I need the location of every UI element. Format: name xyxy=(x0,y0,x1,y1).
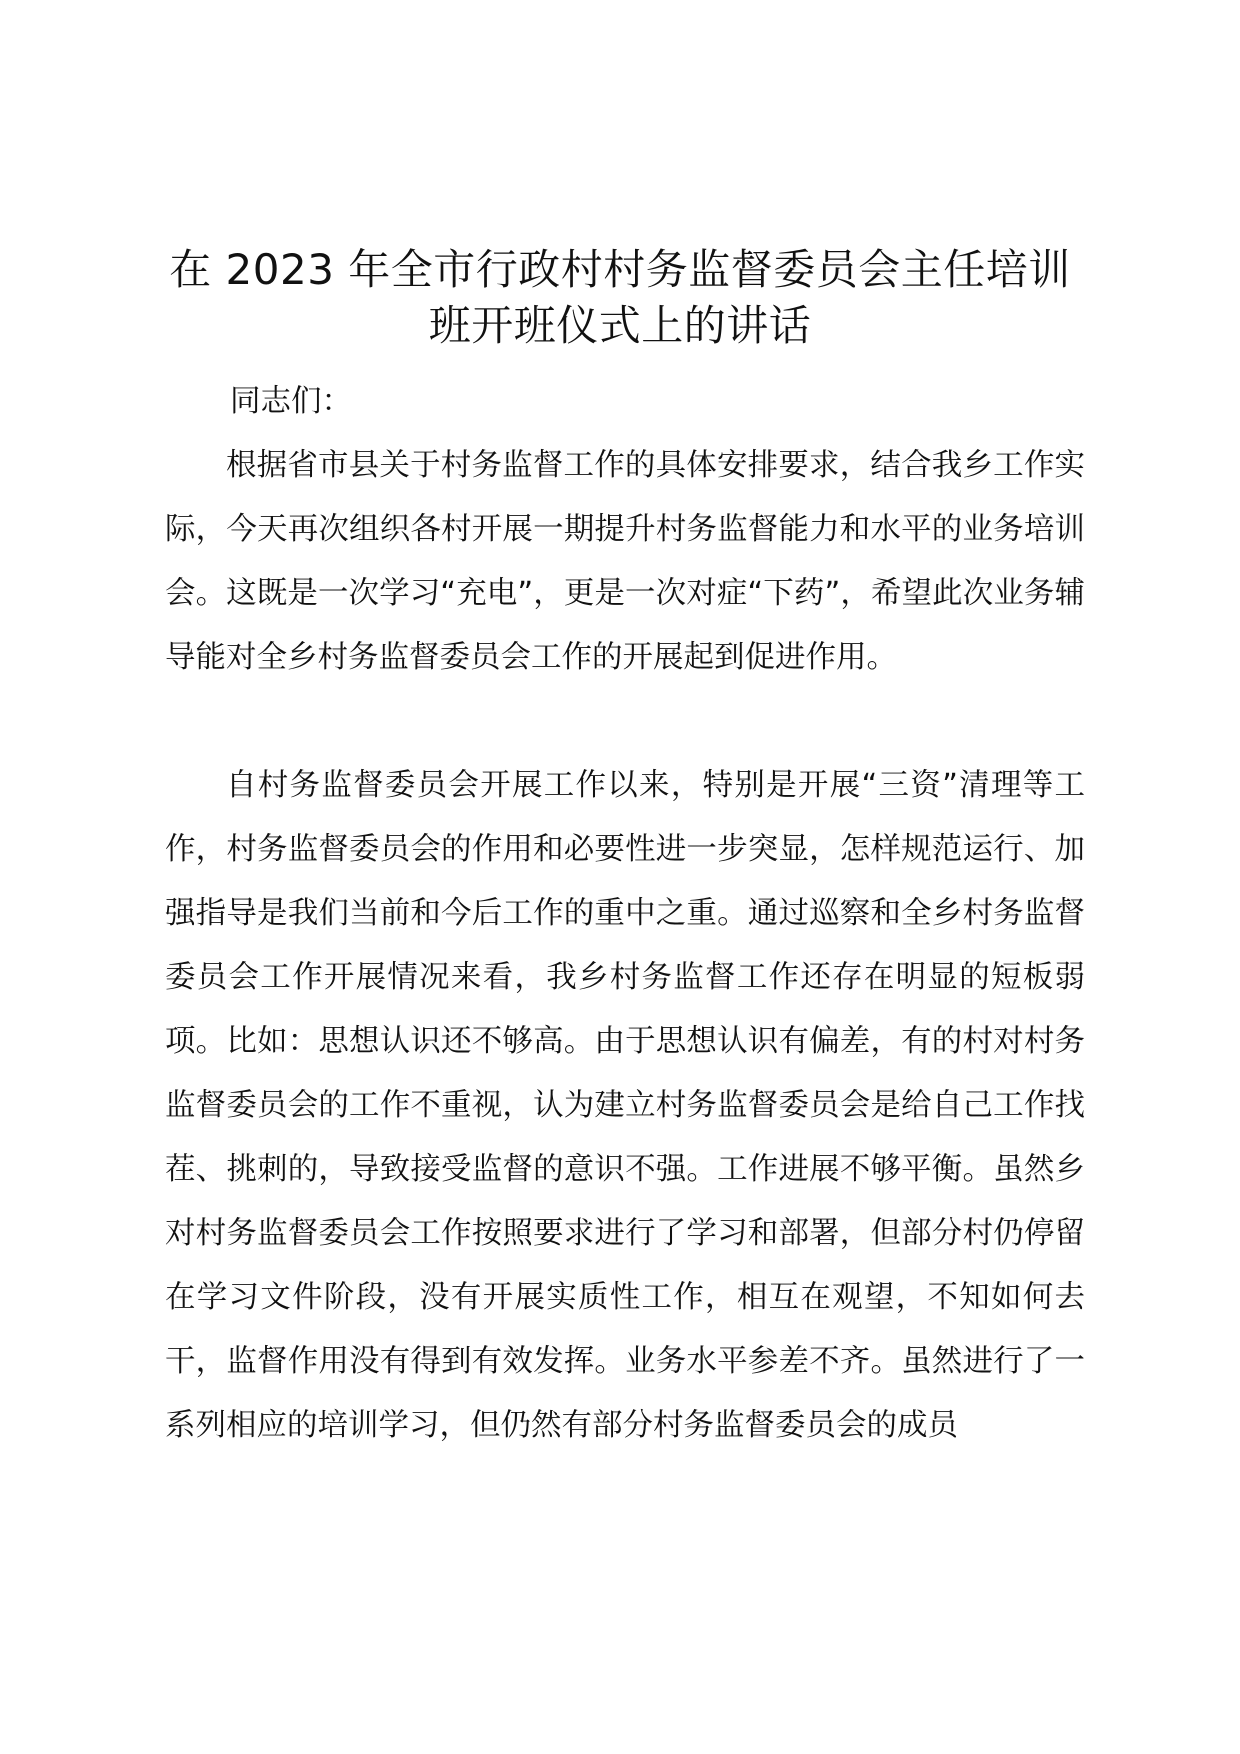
paragraph-1: 根据省市县关于村务监督工作的具体安排要求，结合我乡工作实际，今天再次组织各村开展一期提升村务监督能力和水平的业务培训会。这既是一次学习“充电”，更是一次对症“下药”，希望此次业务辅导能对全乡村务监督委员会工作的开展起到促进作用。 xyxy=(165,448,1085,675)
greeting: 同志们： xyxy=(230,384,352,419)
paragraph-2: 自村务监督委员会开展工作以来，特别是开展“三资”清理等工作，村务监督委员会的作用和必要性进一步突显，怎样规范运行、加强指导是我们当前和今后工作的重中之重。通过巡察和全乡村务监督委员会工作开展情况来看，我乡村务监督工作还存在明显的短板弱项。比如：思想认识还不够高。由于思想认识有偏差，有的村对村务监督委员会的工作不重视，认为建立村务监督委员会是给自己工作找茬、挑刺的，导致接受监督的意识不强。工作进展不够平衡。虽然乡对村务监督委员会工作按照要求进行了学习和部署，但部分村仍停留在学习文件阶段，没有开展实质性工作，相互在观望，不知如何去干，监督作用没有得到有效发挥。业务水平参差不齐。虽然进行了一系列相应的培训学习，但仍然有部分村务监督委员会的成员 xyxy=(165,768,1085,1443)
document-title: 在 2023 年全市行政村村务监督委员会主任培训班开班仪式上的讲话 xyxy=(169,245,1071,350)
